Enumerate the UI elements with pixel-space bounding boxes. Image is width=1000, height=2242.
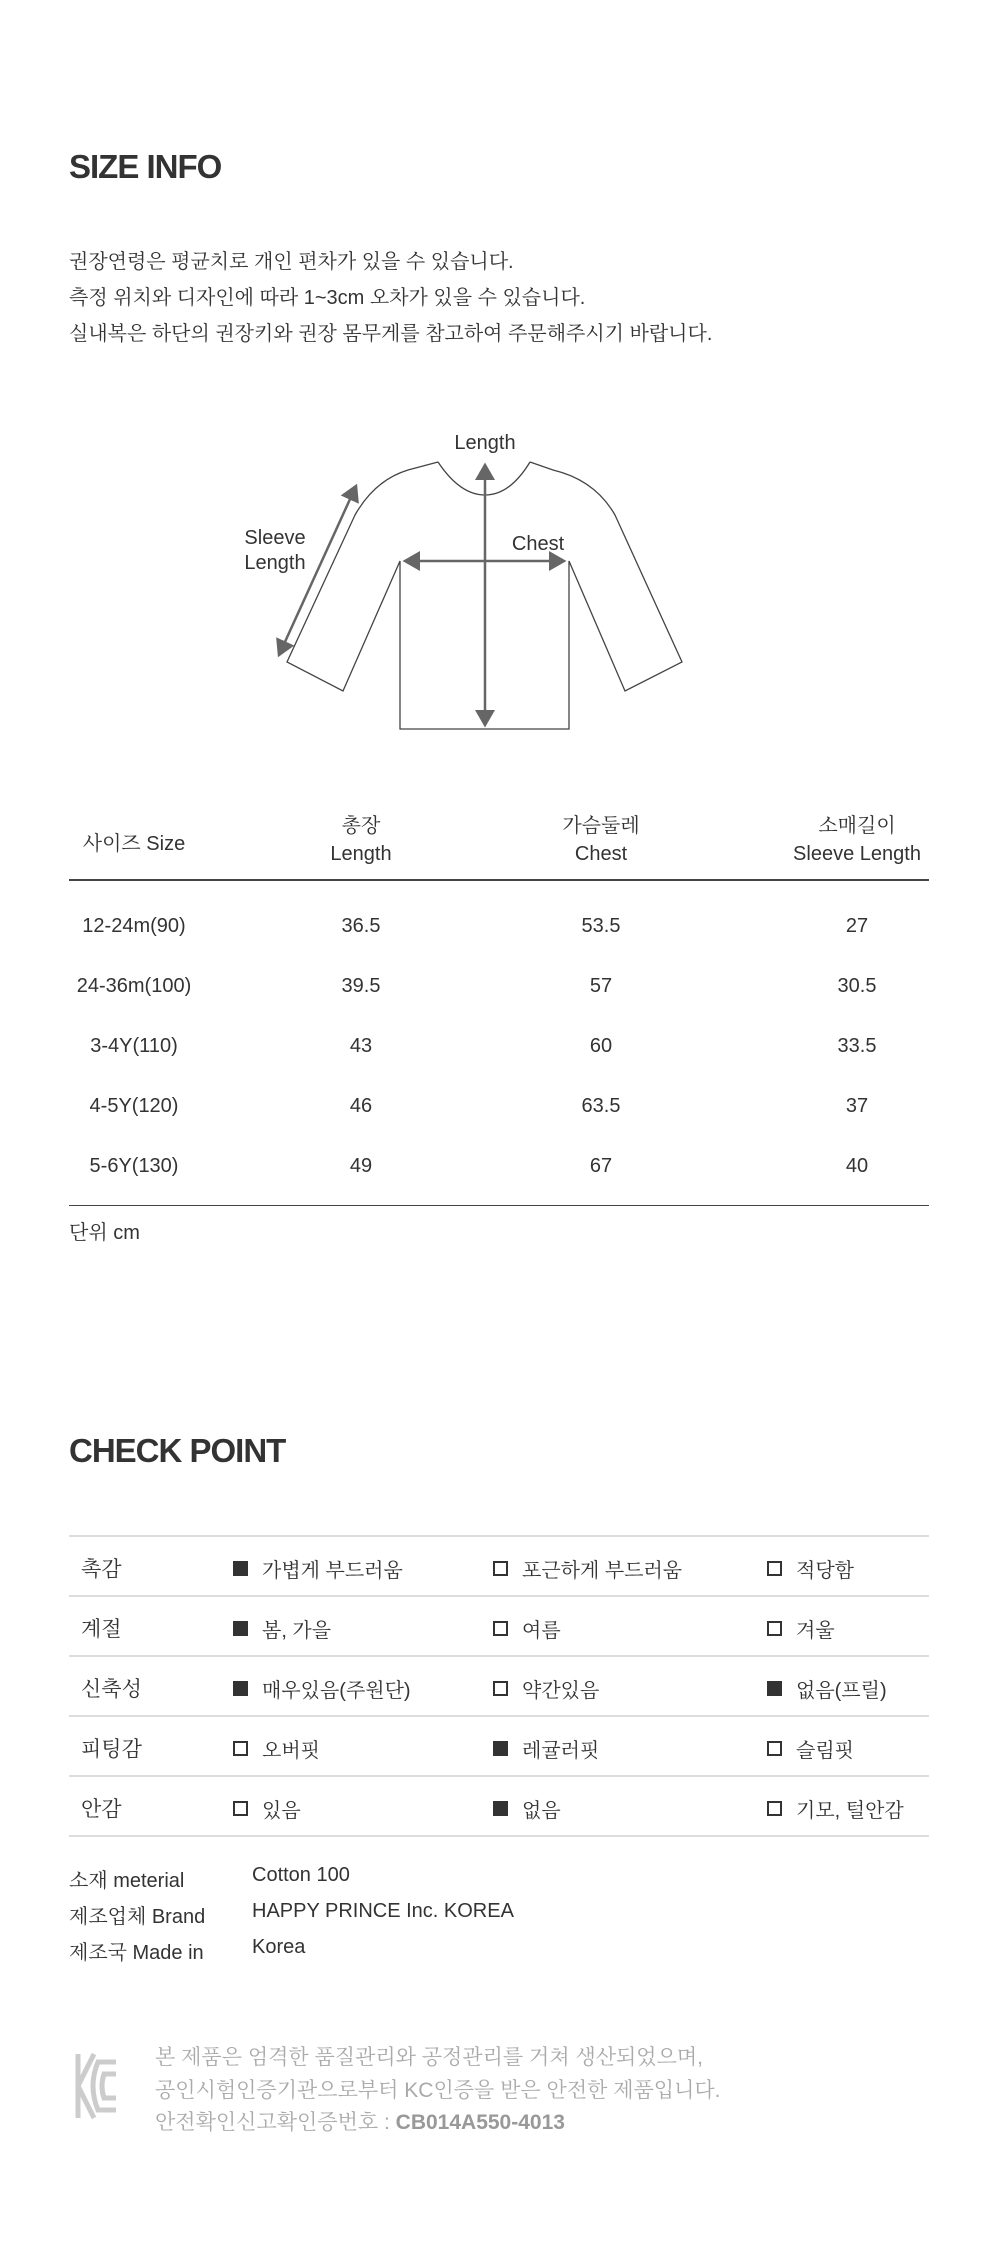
header-chest-en: Chest — [574, 843, 628, 865]
measure-cell: 63.5 — [581, 1095, 621, 1117]
option-text: 봄, 가을 — [262, 1620, 332, 1642]
unchecked-box-icon — [767, 1801, 782, 1816]
header-divider — [69, 879, 929, 881]
check-label: 촉감 — [81, 1558, 122, 1581]
check-option — [767, 1674, 887, 1703]
checked-box-icon — [767, 1681, 782, 1696]
check-option — [767, 1614, 835, 1643]
size-cell: 12-24m(90) — [82, 915, 186, 937]
header-size: 사이즈 Size — [82, 833, 186, 855]
check-point-title: CHECK POINT — [69, 1432, 286, 1469]
measure-cell: 36.5 — [341, 915, 381, 937]
check-option — [233, 1554, 403, 1583]
measure-cell: 37 — [845, 1095, 869, 1117]
option-text: 기모, 털안감 — [796, 1800, 904, 1822]
unchecked-box-icon — [493, 1681, 508, 1696]
size-info-title: SIZE INFO — [69, 148, 222, 185]
measure-cell: 39.5 — [341, 975, 381, 997]
check-label: 안감 — [81, 1798, 122, 1821]
unchecked-box-icon — [767, 1741, 782, 1756]
measure-cell: 57 — [589, 975, 613, 997]
kc-cert-label: 안전확인신고확인증번호 : — [155, 2111, 396, 2134]
header-chest-ko: 가슴둘레 — [562, 815, 640, 837]
option-text: 매우있음(주원단) — [262, 1680, 411, 1702]
measure-cell: 46 — [349, 1095, 373, 1117]
kc-line-1: 본 제품은 엄격한 품질관리와 공정관리를 거쳐 생산되었으며, — [155, 2046, 703, 2069]
check-option — [767, 1734, 854, 1763]
checked-box-icon — [233, 1681, 248, 1696]
measure-cell: 33.5 — [837, 1035, 877, 1057]
chest-label: Chest — [511, 533, 565, 555]
measure-cell: 49 — [349, 1155, 373, 1177]
option-text: 적당함 — [796, 1560, 854, 1582]
unchecked-box-icon — [493, 1561, 508, 1576]
checked-box-icon — [233, 1561, 248, 1576]
info-label: 소재 meterial — [69, 1870, 185, 1892]
check-divider — [69, 1715, 929, 1717]
checked-box-icon — [493, 1741, 508, 1756]
check-option — [493, 1734, 599, 1763]
measure-cell: 67 — [589, 1155, 613, 1177]
size-cell: 24-36m(100) — [76, 975, 192, 997]
option-text: 오버핏 — [262, 1740, 320, 1762]
check-option — [767, 1794, 904, 1823]
info-value: Cotton 100 — [252, 1864, 350, 1886]
sleeve-label: Length — [244, 552, 306, 574]
table-bottom-divider — [69, 1205, 929, 1206]
note: 측정 위치와 디자인에 따라 1~3cm 오차가 있을 수 있습니다. — [69, 287, 586, 309]
checked-box-icon — [233, 1621, 248, 1636]
option-text: 슬림핏 — [796, 1740, 854, 1762]
header-length-ko: 총장 — [341, 815, 381, 837]
info-label: 제조업체 Brand — [69, 1906, 206, 1928]
measure-cell: 60 — [589, 1035, 613, 1057]
unchecked-box-icon — [493, 1621, 508, 1636]
check-option — [233, 1734, 320, 1763]
measure-cell: 43 — [349, 1035, 373, 1057]
check-label: 신축성 — [81, 1678, 142, 1701]
check-divider — [69, 1535, 929, 1537]
unchecked-box-icon — [233, 1741, 248, 1756]
note: 권장연령은 평균치로 개인 편차가 있을 수 있습니다. — [69, 251, 514, 273]
header-sleeve-en: Sleeve Length — [793, 843, 921, 865]
check-option — [233, 1614, 331, 1643]
length-label: Length — [454, 432, 516, 454]
option-text: 레귤러핏 — [522, 1740, 600, 1762]
unchecked-box-icon — [767, 1561, 782, 1576]
measure-cell: 30.5 — [837, 975, 877, 997]
info-label: 제조국 Made in — [69, 1942, 204, 1964]
garment-diagram — [0, 0, 1000, 760]
option-text: 겨울 — [796, 1620, 835, 1642]
size-cell: 4-5Y(120) — [89, 1095, 179, 1117]
unit-label: 단위 cm — [69, 1222, 140, 1244]
check-divider — [69, 1655, 929, 1657]
kc-logo-icon — [74, 2050, 124, 2122]
kc-line-3 — [155, 2107, 565, 2139]
check-label: 피팅감 — [81, 1738, 142, 1761]
size-cell: 5-6Y(130) — [89, 1155, 179, 1177]
kc-line-2: 공인시험인증기관으로부터 KC인증을 받은 안전한 제품입니다. — [155, 2079, 721, 2102]
note: 실내복은 하단의 권장키와 권장 몸무게를 참고하여 주문해주시기 바랍니다. — [69, 323, 713, 345]
kc-cert-number: CB014A550-4013 — [395, 2111, 565, 2134]
check-option — [233, 1794, 301, 1823]
measure-cell: 40 — [845, 1155, 869, 1177]
option-text: 없음 — [522, 1800, 561, 1822]
header-sleeve-ko: 소매길이 — [818, 815, 896, 837]
header-length-en: Length — [330, 843, 392, 865]
option-text: 없음(프릴) — [796, 1680, 887, 1702]
info-value: HAPPY PRINCE Inc. KOREA — [252, 1900, 514, 1922]
unchecked-box-icon — [233, 1801, 248, 1816]
check-option — [493, 1554, 682, 1583]
unchecked-box-icon — [767, 1621, 782, 1636]
option-text: 가볍게 부드러움 — [262, 1560, 403, 1582]
option-text: 포근하게 부드러움 — [522, 1560, 683, 1582]
check-divider — [69, 1595, 929, 1597]
option-text: 약간있음 — [522, 1680, 600, 1702]
check-option — [493, 1614, 561, 1643]
checked-box-icon — [493, 1801, 508, 1816]
option-text: 여름 — [522, 1620, 561, 1642]
check-label: 계절 — [81, 1618, 122, 1641]
sleeve-label: Sleeve — [244, 527, 306, 549]
check-option — [493, 1674, 599, 1703]
size-cell: 3-4Y(110) — [90, 1035, 178, 1057]
check-divider — [69, 1835, 929, 1837]
check-option — [493, 1794, 561, 1823]
check-divider — [69, 1775, 929, 1777]
option-text: 있음 — [262, 1800, 301, 1822]
info-value: Korea — [252, 1936, 306, 1958]
check-option — [233, 1674, 411, 1703]
measure-cell: 27 — [845, 915, 869, 937]
check-option — [767, 1554, 854, 1583]
measure-cell: 53.5 — [581, 915, 621, 937]
